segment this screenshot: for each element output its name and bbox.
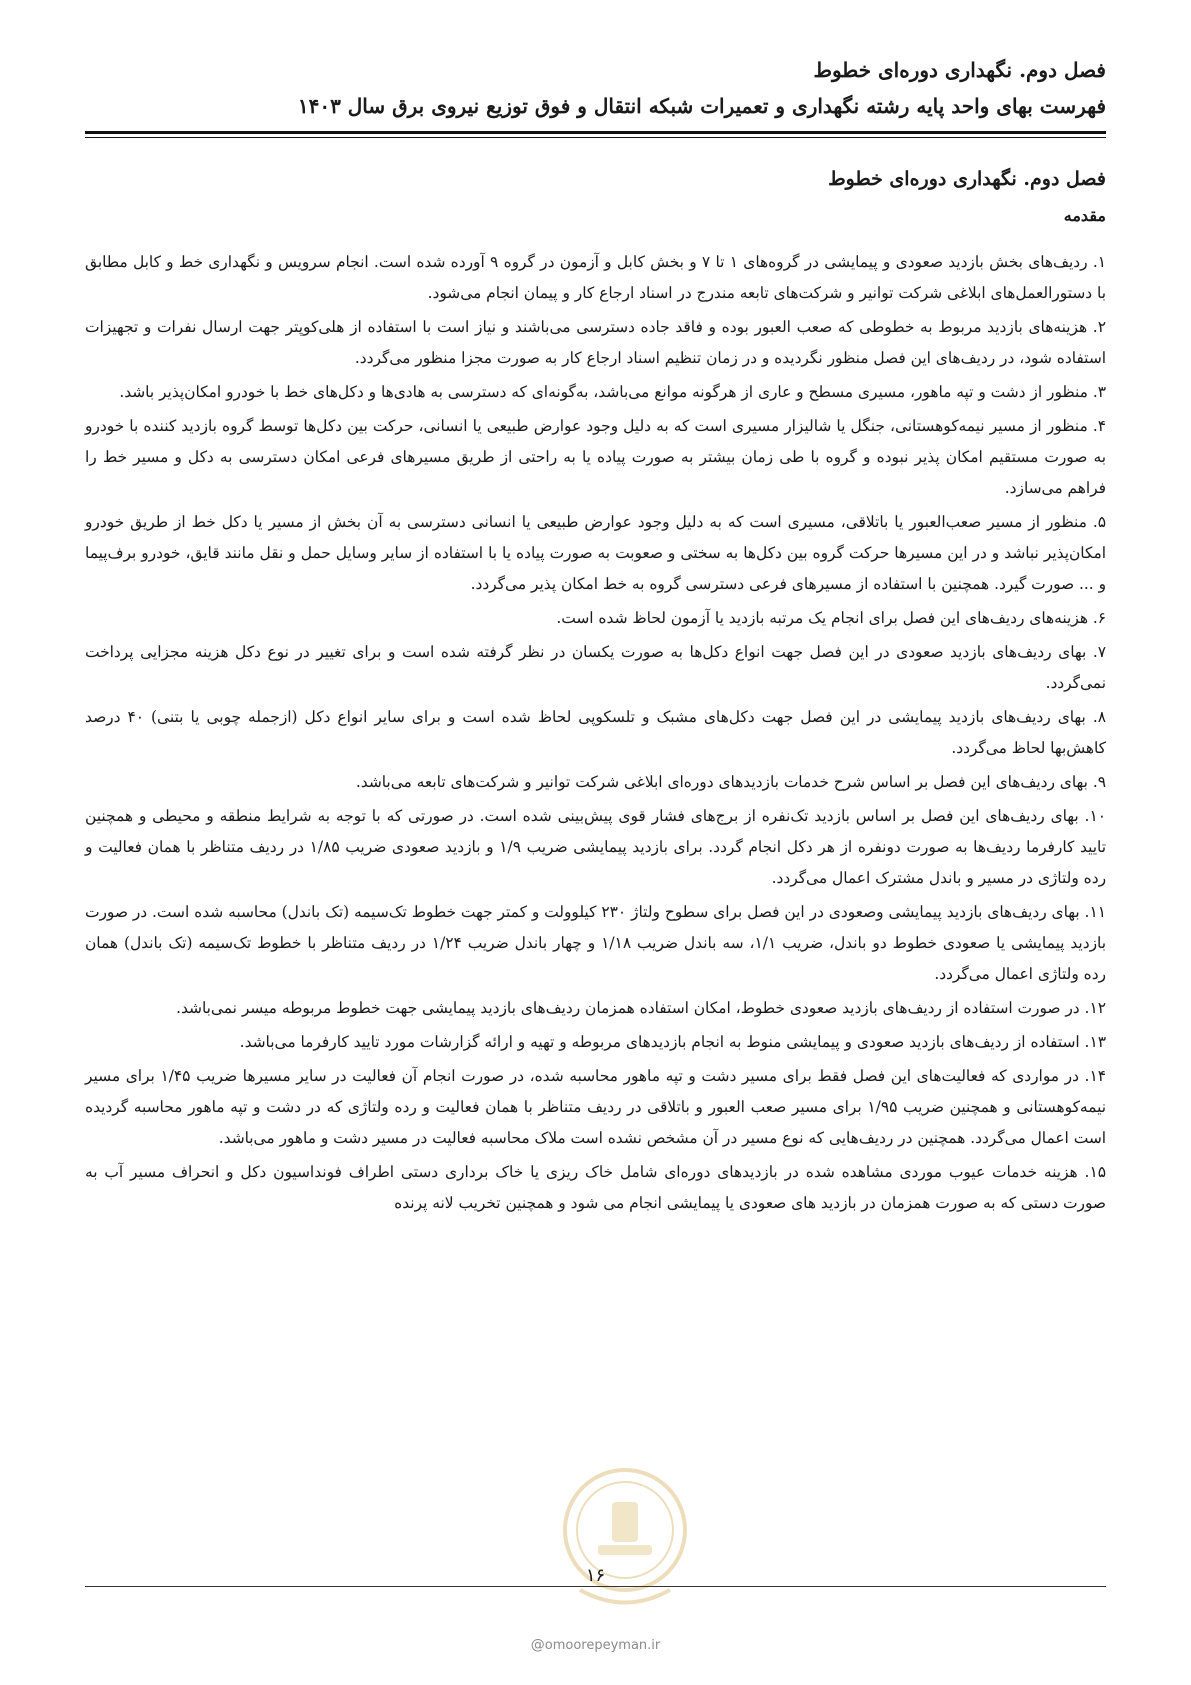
page-number: ۱۶ [585,1565,606,1586]
paragraph: ۲. هزینه‌های بازدید مربوط به خطوطی که صعب العبور بوده و فاقد جاده دسترسی می‌باشند و نیاز است با استفاده از هلی‌کوپتر جهت ارسال نفرات و تجهیزات استفاده شود، در ردیف‌های این فصل منظور نگردیده و در زمان تنظیم اسناد ارجاع کار به صورت مجزا منظور می‌گردد. [85,318,1106,367]
website-text: omoorepeyman.ir [544,1638,661,1653]
paragraph: ۹. بهای ردیف‌های این فصل بر اساس شرح خدمات بازدیدهای دوره‌ای ابلاغی شرکت توانیر و شرکت‌های تابعه می‌باشد. [355,773,1106,791]
at-icon: @ [530,1637,545,1653]
paragraph: ۵. منظور از مسیر صعب‌العبور یا باتلاقی، مسیری است که به دلیل وجود عوارض طبیعی یا انسانی دسترسی به آن بخش از مسیر یا دکل خط از طریق خودرو امکان‌پذیر نباشد و در این مسیرها حرکت گروه بین دکل‌ها به سختی و صعوبت به صورت پیاده یا با استفاده از سایر وسایل حمل و نقل مانند قایق، خودرو برف‌پیما و ... صورت گیرد. همچنین با استفاده از مسیرهای فرعی دسترسی گروه به خط امکان پذیر می‌گردد. [85,513,1106,593]
paragraph: ۷. بهای ردیف‌های بازدید صعودی در این فصل جهت انواع دکل‌ها به صورت یکسان در نظر گرفته شده است و برای تغییر در نوع دکل هزینه مجزایی پرداخت نمی‌گردد. [85,643,1106,692]
section-subtitle: مقدمه [1063,206,1106,225]
header-catalog-title: فهرست بهای واحد پایه رشته نگهداری و تعمیرات شبکه انتقال و فوق توزیع نیروی برق سال ۱۴۰۳ [297,94,1106,118]
header-rule-thin [85,137,1106,138]
section-title: فصل دوم. نگهداری دوره‌ای خطوط [828,168,1106,190]
paragraph: ۱۰. بهای ردیف‌های این فصل بر اساس بازدید تک‌نفره از برج‌های فشار قوی پیش‌بینی شده است. در صورتی که با توجه به شرایط منطقه و محیطی و همچنین تایید کارفرما ردیف‌ها به صورت دونفره از هر دکل انجام گردد. برای بازدید پیمایشی ضریب ۱/۹ و بازدید صعودی ضریب ۱/۸۵ در ردیف متناظر با همان فعالیت و رده ولتاژی در مسیر و باندل مشترک اعمال می‌گردد. [85,807,1106,887]
paragraph: ۸. بهای ردیف‌های بازدید پیمایشی در این فصل جهت دکل‌های مشبک و تلسکوپی لحاظ شده است و برای سایر انواع دکل (ازجمله چوبی یا بتنی) ۴۰ درصد کاهش‌بها لحاظ می‌گردد. [85,708,1106,757]
paragraph: ۳. منظور از دشت و تپه ماهور، مسیری مسطح و عاری از هرگونه موانع می‌باشد، به‌گونه‌ای که دسترسی به هادی‌ها و دکل‌های خط با خودرو امکان‌پذیر باشد. [119,383,1106,401]
paragraph: ۴. منظور از مسیر نیمه‌کوهستانی، جنگل یا شالیزار مسیری است که به دلیل وجود عوارض طبیعی یا انسانی، حرکت بین دکل‌ها توسط گروه بازدید کننده با خودرو به صورت مستقیم امکان پذیر نبوده و گروه با طی زمان بیشتر به صورت پیاده یا به راحتی از طریق مسیرهای فرعی امکان دسترسی به دکل و مسیر خط را فراهم می‌سازد. [85,417,1107,497]
paragraph: ۱۲. در صورت استفاده از ردیف‌های بازدید صعودی خطوط، امکان استفاده همزمان ردیف‌های بازدید پیمایشی جهت خطوط مربوطه میسر نمی‌باشد. [176,999,1106,1017]
body-text [85,247,1106,1222]
header-rule-thick [85,131,1106,134]
website-url[interactable] [0,1637,1191,1653]
paragraph: ۶. هزینه‌های ردیف‌های این فصل برای انجام یک مرتبه بازدید یا آزمون لحاظ شده است. [556,609,1106,627]
header-chapter: فصل دوم. نگهداری دوره‌ای خطوط [813,58,1106,82]
paragraph: ۱۱. بهای ردیف‌های بازدید پیمایشی وصعودی در این فصل برای سطوح ولتاژ ۲۳۰ کیلوولت و کمتر جهت خطوط تک‌سیمه (تک باندل) محاسبه شده است. در صورت بازدید پیمایشی یا صعودی خطوط دو باندل، ضریب ۱/۱، سه باندل ضریب ۱/۱۸ و چهار باندل ضریب ۱/۲۴ در ردیف متناظر با خطوط تک‌سیمه (تک باندل) همان رده ولتاژی اعمال می‌گردد. [85,903,1106,983]
seal-watermark-icon [550,1450,700,1620]
paragraph: ۱۴. در مواردی که فعالیت‌های این فصل فقط برای مسیر دشت و تپه ماهور محاسبه شده، در صورت انجام آن فعالیت در سایر مسیرها ضریب ۱/۴۵ برای مسیر نیمه‌کوهستانی و همچنین ضریب ۱/۹۵ برای مسیر صعب العبور و باتلاقی در ردیف متناظر با همان فعالیت و رده ولتاژی که در دشت و تپه ماهور محاسبه گردیده است اعمال می‌گردد. همچنین در ردیف‌هایی که نوع مسیر در آن مشخص نشده است ملاک محاسبه فعالیت در مسیر دشت و ماهور می‌باشد. [85,1067,1107,1147]
paragraph: ۱۵. هزینه خدمات عیوب موردی مشاهده شده در بازدیدهای دوره‌ای شامل خاک ریزی یا خاک برداری دستی اطراف فونداسیون دکل و انحراف مسیر آب به صورت دستی که به صورت همزمان در بازدید های صعودی یا پیمایشی انجام می شود و همچنین تخریب لانه پرنده [85,1163,1106,1212]
paragraph: ۱۳. استفاده از ردیف‌های بازدید صعودی و پیمایشی منوط به انجام بازدیدهای مربوطه و تهیه و ارائه گزارشات مورد تایید کارفرما می‌باشد. [239,1033,1106,1051]
paragraph: ۱. ردیف‌های بخش بازدید صعودی و پیمایشی در گروه‌های ۱ تا ۷ و بخش کابل و آزمون در گروه ۹ آورده شده است. انجام سرویس و نگهداری خط و کابل مطابق با دستورالعمل‌های ابلاغی شرکت توانیر و شرکت‌های تابعه مندرج در اسناد ارجاع کار و پیمان انجام می‌شود. [85,253,1106,302]
footer-rule [85,1586,1106,1587]
